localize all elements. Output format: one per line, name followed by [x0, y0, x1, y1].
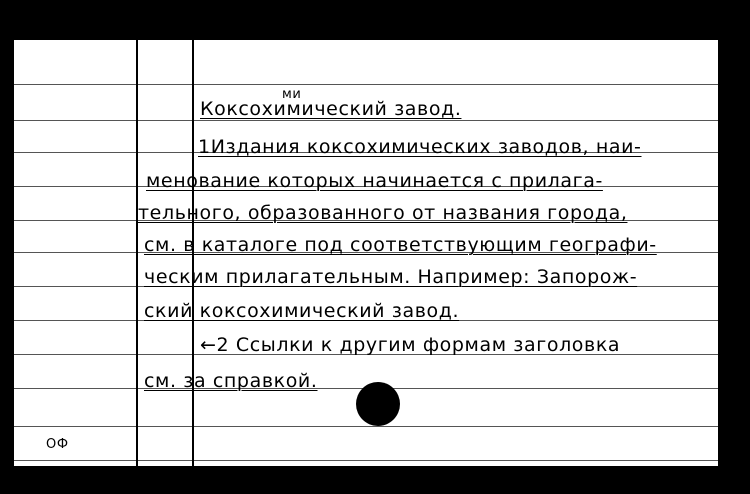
superscript-correction: ми [282, 87, 302, 102]
ruled-line [14, 460, 718, 461]
card-line-4: см. в каталоге под соответствующим географи- [144, 234, 657, 256]
card-line-2: менование которых начинается с прилага- [146, 170, 603, 192]
ruled-line [14, 84, 718, 85]
card-line-1: 1Издания коксохимических заводов, наи- [198, 136, 642, 158]
card-line-3: тельного, образованного от названия города, [138, 202, 628, 224]
card-line-7: ←2 Ссылки к другим формам заголовка [200, 334, 621, 356]
card-line-8: см. за справкой. [144, 370, 318, 392]
punch-hole [356, 382, 400, 426]
ruled-line [14, 426, 718, 427]
card-heading: Коксохимический завод. [200, 98, 462, 120]
ruled-line [14, 120, 718, 121]
margin-mark: ОФ [46, 437, 69, 452]
card-line-5: ческим прилагательным. Например: Запорож- [144, 266, 638, 288]
catalog-card [14, 40, 718, 466]
card-line-6: ский коксохимический завод. [144, 300, 460, 322]
margin-rule-left [136, 40, 138, 466]
